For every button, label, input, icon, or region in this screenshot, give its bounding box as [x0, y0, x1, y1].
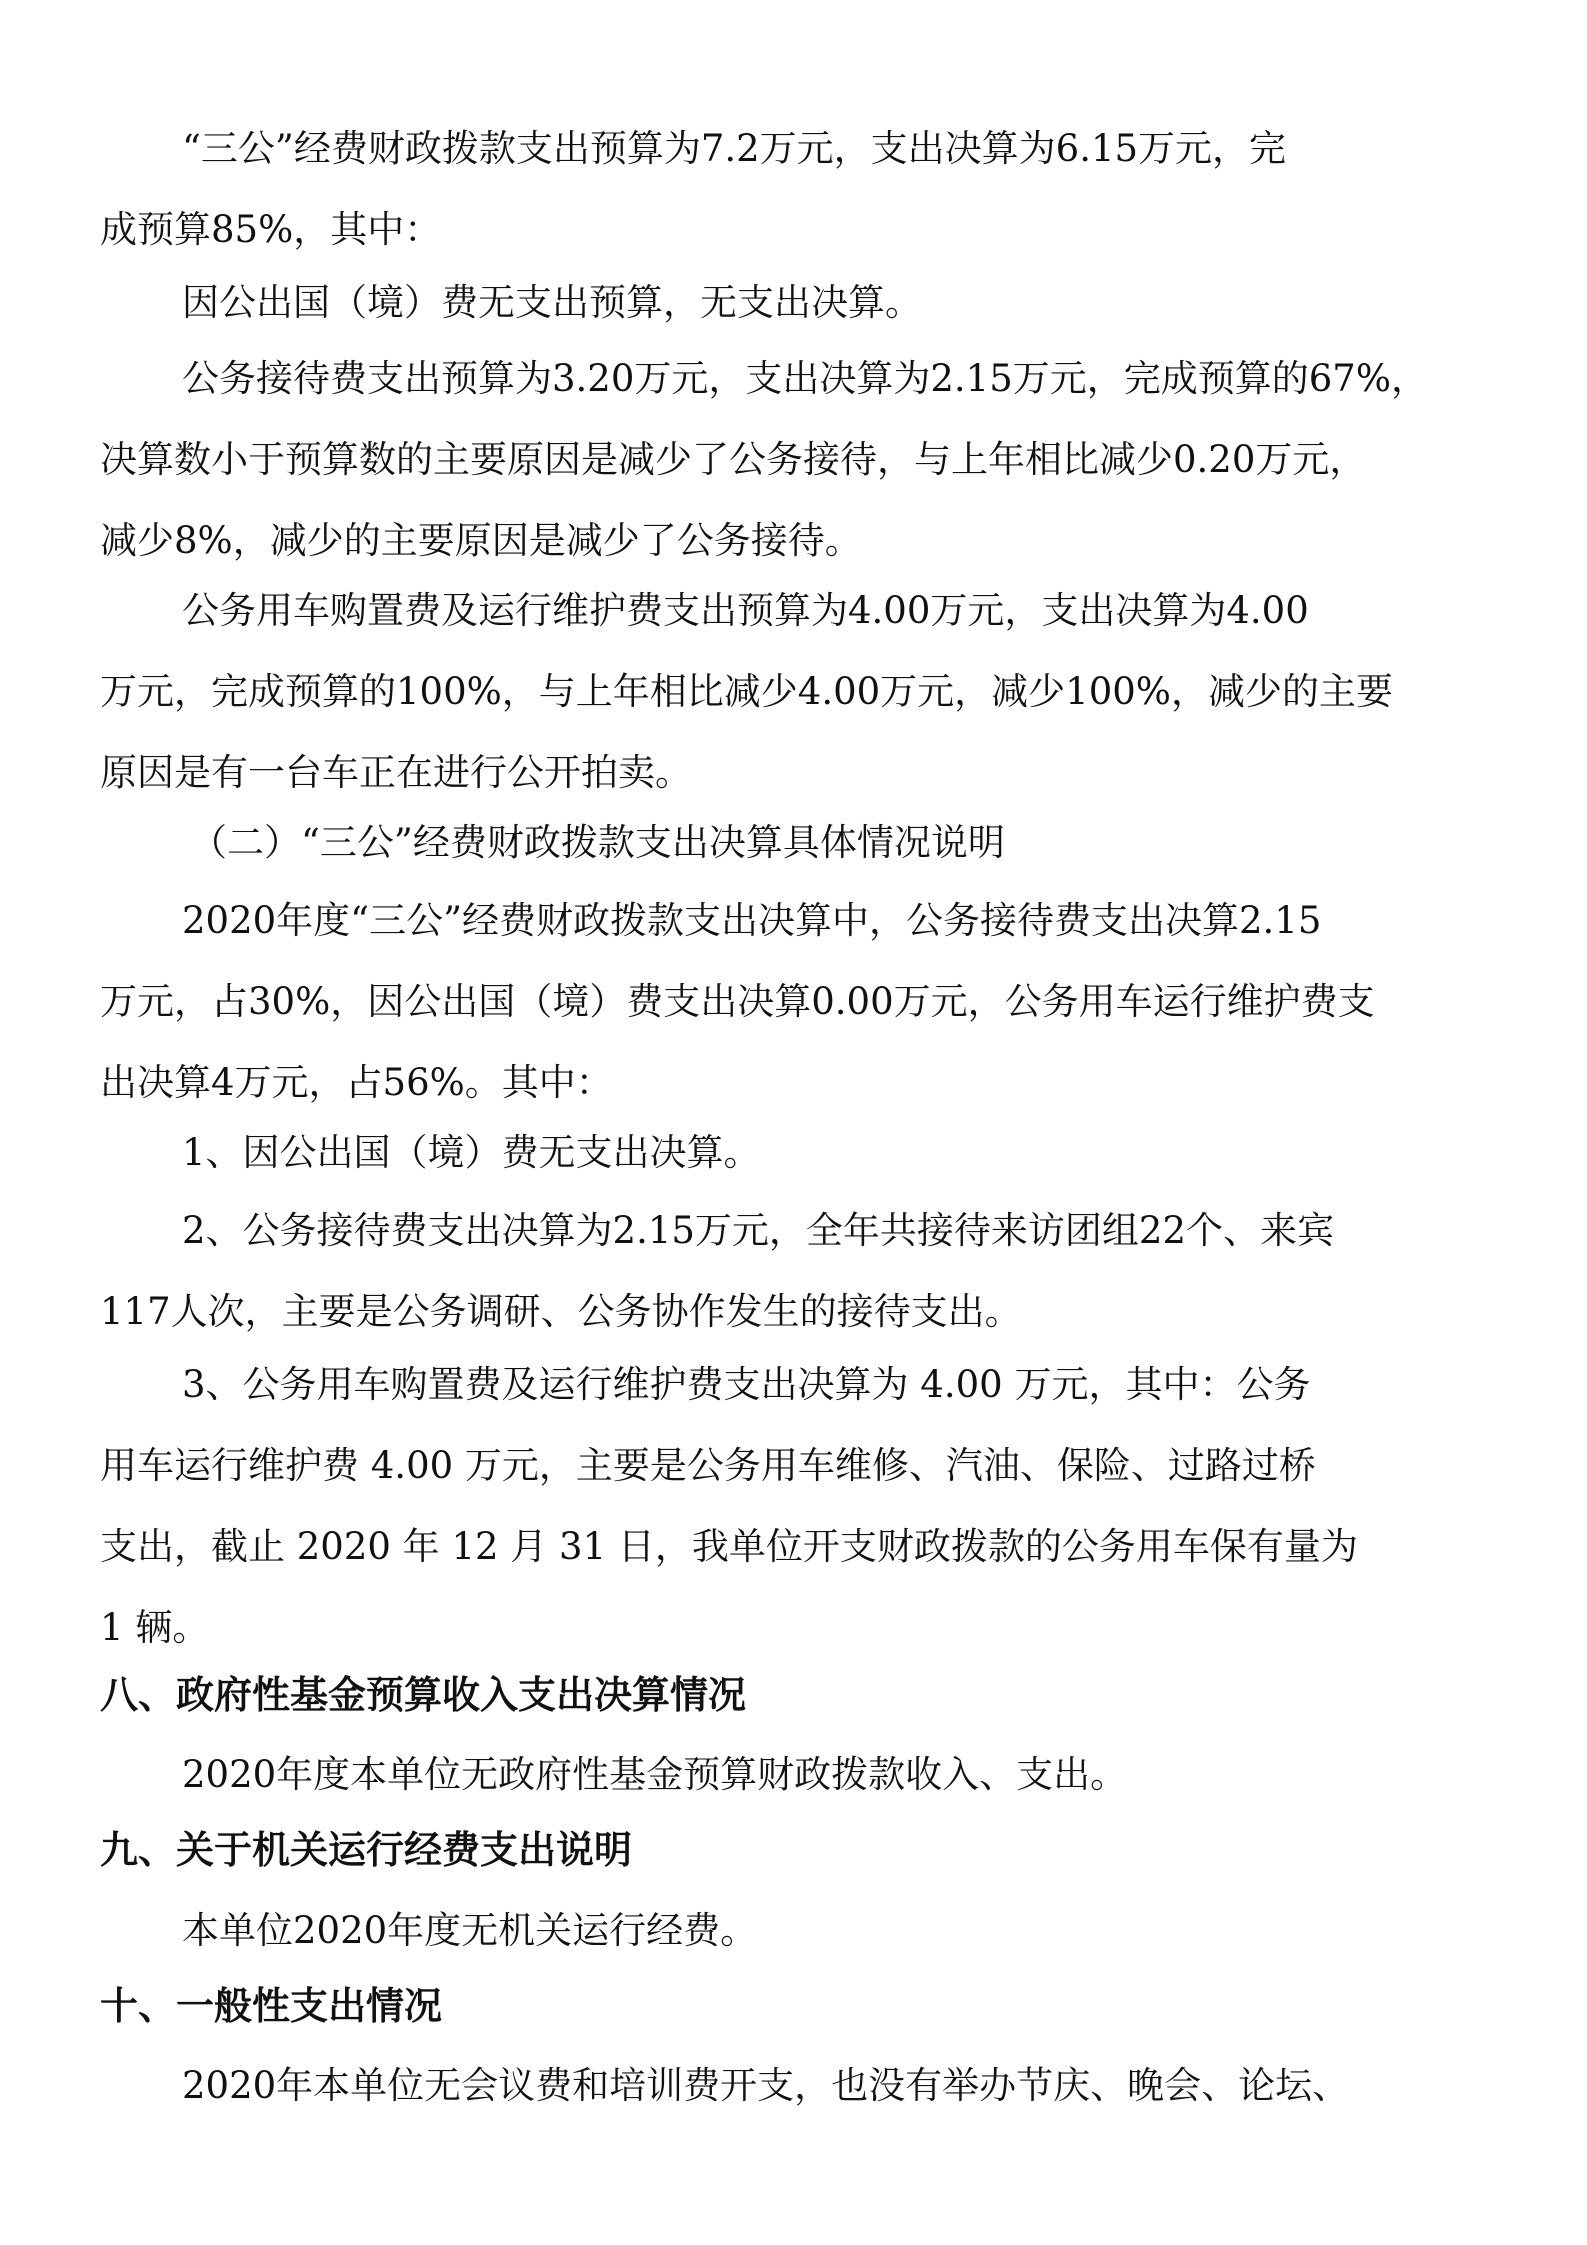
text-line: 万元，占30%，因公出国（境）费支出决算0.00万元，公务用车运行维护费支 [100, 980, 1375, 1023]
paragraph-reception-budget [100, 338, 1500, 581]
text-line: 因公出国（境）费无支出预算，无支出决算。 [182, 281, 922, 324]
text-line: 2020年度“三公”经费财政拨款支出决算中，公务接待费支出决算2.15 [182, 899, 1322, 942]
text-line: 决算数小于预算数的主要原因是减少了公务接待，与上年相比减少0.20万元， [100, 438, 1367, 481]
text-line: 117人次，主要是公务调研、公务协作发生的接待支出。 [100, 1290, 1022, 1333]
subheading-sangong-details [100, 802, 1500, 883]
text-line: 1、因公出国（境）费无支出决算。 [182, 1131, 761, 1174]
text-line: 本单位2020年度无机关运行经费。 [182, 1909, 758, 1952]
text-line: （二）“三公”经费财政拨款支出决算具体情况说明 [190, 821, 1005, 864]
paragraph-vehicle-budget [100, 570, 1500, 813]
heading-government-fund: 八、政府性基金预算收入支出决算情况 [100, 1673, 747, 1717]
text-line: 出决算4万元，占56%。其中： [100, 1061, 613, 1104]
heading-agency-operating: 九、关于机关运行经费支出说明 [100, 1828, 633, 1872]
text-line: 公务接待费支出预算为3.20万元，支出决算为2.15万元，完成预算的67%， [182, 357, 1429, 400]
paragraph-government-fund [100, 1734, 1500, 1815]
text-line: 公务用车购置费及运行维护费支出预算为4.00万元，支出决算为4.00 [182, 589, 1309, 632]
text-line: 3、公务用车购置费及运行维护费支出决算为 4.00 万元，其中：公务 [182, 1363, 1311, 1406]
list-item-reception [100, 1190, 1500, 1352]
text-line: 支出，截止 2020 年 12 月 31 日，我单位开支财政拨款的公务用车保有量为 [100, 1525, 1358, 1568]
paragraph-overseas-none [100, 262, 1500, 343]
text-line: 2020年本单位无会议费和培训费开支，也没有举办节庆、晚会、论坛、 [182, 2064, 1350, 2107]
paragraph-sangong-budget [100, 108, 1500, 270]
text-line: 用车运行维护费 4.00 万元，主要是公务用车维修、汽油、保险、过路过桥 [100, 1444, 1316, 1487]
text-line: 2、公务接待费支出决算为2.15万元，全年共接待来访团组22个、来宾 [182, 1209, 1335, 1252]
text-line: 成预算85%，其中： [100, 208, 442, 251]
list-item-vehicle [100, 1344, 1500, 1668]
paragraph-2020-sangong [100, 880, 1500, 1123]
paragraph-general-expenditure [100, 2045, 1500, 2126]
text-line: 1 辆。 [100, 1606, 210, 1649]
text-line: 原因是有一台车正在进行公开拍卖。 [100, 751, 692, 794]
paragraph-agency-operating [100, 1890, 1500, 1971]
list-item-overseas [100, 1112, 1500, 1193]
heading-general-expenditure: 十、一般性支出情况 [100, 1984, 443, 2028]
text-line: “三公”经费财政拨款支出预算为7.2万元，支出决算为6.15万元，完 [182, 127, 1287, 170]
text-line: 减少8%，减少的主要原因是减少了公务接待。 [100, 519, 862, 562]
text-line: 2020年度本单位无政府性基金预算财政拨款收入、支出。 [182, 1753, 1128, 1796]
text-line: 万元，完成预算的100%，与上年相比减少4.00万元，减少100%，减少的主要 [100, 670, 1393, 713]
